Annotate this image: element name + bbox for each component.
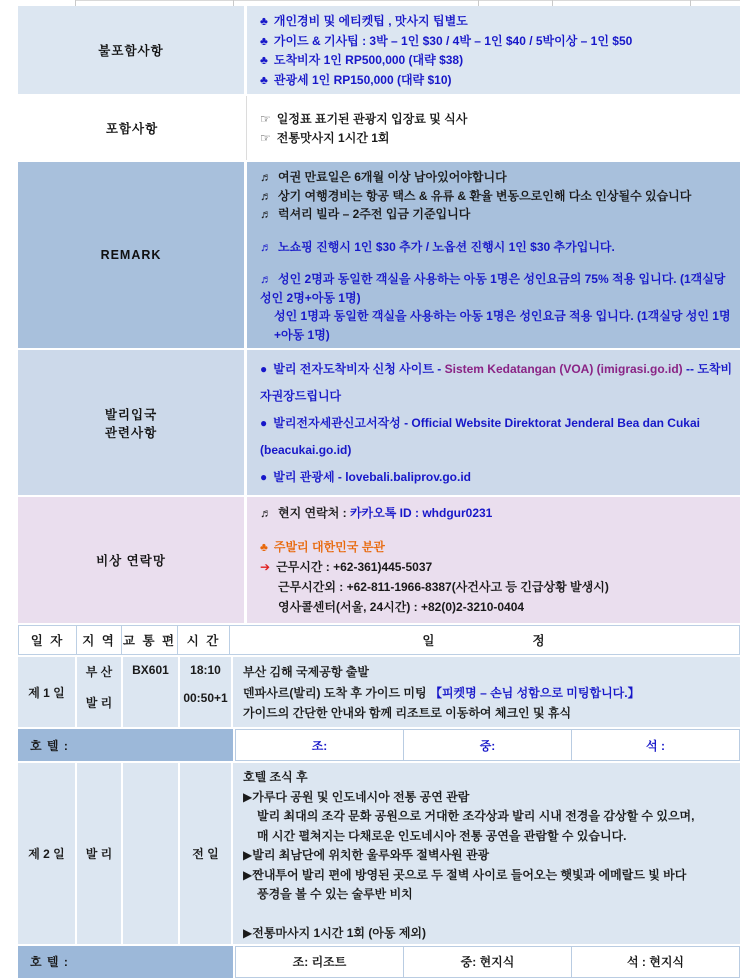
schedule-line: 풍경을 볼 수 있는 술루반 비치 xyxy=(257,887,413,901)
music-note-icon: ♬ xyxy=(260,188,272,203)
grid-tick xyxy=(75,0,76,6)
schedule-line xyxy=(243,683,640,704)
list-item-text: 발리전자세관신고서작성 - Official Website Direktorat Jenderal Bea dan Cukai (beacukai.go.id) xyxy=(260,416,700,457)
list-item xyxy=(260,129,734,149)
list-item-text: 일정표 표기된 관광지 입장료 및 식사 xyxy=(276,111,468,126)
remark-label-text: REMARK xyxy=(100,248,162,262)
list-item xyxy=(260,168,734,187)
day1-region-cell xyxy=(77,657,121,727)
grid-tick xyxy=(690,0,691,6)
header-transport: 교 통 편 xyxy=(121,625,178,655)
hotel-label-text: 호 텔 : xyxy=(30,955,69,969)
schedule-line: ▶발리 최남단에 위치한 울루와뚜 절벽사원 관광 xyxy=(243,848,490,862)
after-hours-line xyxy=(260,577,734,597)
lunch-text: 중: 현지식 xyxy=(460,955,515,969)
day1-time-cell xyxy=(180,657,231,727)
schedule-line xyxy=(243,662,369,683)
music-note-icon: ♬ xyxy=(260,239,272,254)
picket-notice: 【피켓명 – 손님 성함으로 미팅합니다.】 xyxy=(429,685,640,700)
dinner-text: 석 : xyxy=(646,738,665,753)
list-item xyxy=(260,71,734,91)
day1-transport-cell xyxy=(123,657,178,727)
schedule-text: 부산 김해 국제공항 출발 xyxy=(243,665,369,679)
list-item-text: 성인 2명과 동일한 객실을 사용하는 아동 1명은 성인요금의 75% 적용 입니다. (1객실당 성인 2명+아동 1명) xyxy=(260,272,726,305)
day2-region-cell xyxy=(77,763,121,944)
header-schedule-right: 정 xyxy=(532,634,547,648)
list-item-text: 발리 관광세 - lovebali.baliprov.go.id xyxy=(273,470,472,484)
list-item-text: 개인경비 및 에티켓팁 , 맛사지 팁별도 xyxy=(273,14,468,28)
list-item xyxy=(260,12,734,32)
itinerary-header-row xyxy=(18,625,740,655)
list-item xyxy=(260,356,734,410)
day1-departure-time: 18:10 xyxy=(190,663,221,677)
list-item xyxy=(260,51,734,71)
call-center-text: 영사콜센터(서울, 24시간) : +82(0)2-3210-0404 xyxy=(278,600,525,614)
included-label-text: 포함사항 xyxy=(105,122,159,136)
day1-date-cell xyxy=(18,657,75,727)
hotel-label-cell xyxy=(18,729,233,761)
list-item xyxy=(260,187,734,206)
dinner-cell xyxy=(571,729,740,761)
blank-line xyxy=(260,523,734,537)
pointing-hand-icon: ☞ xyxy=(260,131,271,145)
itinerary-table xyxy=(18,625,740,978)
header-date: 일 자 xyxy=(18,625,77,655)
grid-tick xyxy=(233,0,234,6)
list-item-text: -- 도착비자권장드립니다 xyxy=(260,362,733,403)
hotel-row-day2 xyxy=(18,946,740,978)
day2-transport-cell xyxy=(123,763,178,944)
breakfast-cell xyxy=(235,946,404,978)
day2-date: 제 2 일 xyxy=(28,846,65,861)
day1-row xyxy=(18,657,740,727)
section-remark xyxy=(18,162,740,348)
clover-icon: ♣ xyxy=(260,540,268,554)
music-note-icon: ♬ xyxy=(260,170,272,184)
grid-tick xyxy=(552,0,553,6)
emergency-label xyxy=(18,497,247,623)
day2-time-cell xyxy=(180,763,231,944)
circle-bullet-icon: ● xyxy=(260,416,268,430)
included-content xyxy=(247,96,740,160)
music-note-icon: ♬ xyxy=(260,506,272,520)
list-item-text: 발리 전자도착비자 신청 사이트 - xyxy=(273,362,445,376)
section-emergency-contacts xyxy=(18,497,740,623)
schedule-line xyxy=(243,703,571,724)
schedule-line: 발리 최대의 조각 문화 공원으로 거대한 조각상과 발리 시내 전경을 감상할 수 있으며, xyxy=(257,809,695,823)
work-hours-text: 근무시간 : +62-361)445-5037 xyxy=(276,560,433,574)
pointing-hand-icon: ☞ xyxy=(260,111,271,126)
remark-label xyxy=(18,162,247,348)
circle-bullet-icon: ● xyxy=(260,362,268,376)
schedule-line: 호텔 조식 후 xyxy=(243,770,308,784)
list-item xyxy=(260,464,734,491)
schedule-text: 가이드의 간단한 안내와 함께 리조트로 이동하여 체크인 및 휴식 xyxy=(243,706,572,720)
list-item-text: 성인 1명과 동일한 객실을 사용하는 아동 1명은 성인요금 적용 입니다. (1객실당 성인 1명+아동 1명) xyxy=(274,309,731,342)
not-included-label xyxy=(18,6,247,94)
day2-date-cell xyxy=(18,763,75,944)
music-note-icon: ♬ xyxy=(260,207,272,221)
grid-tick xyxy=(478,0,479,6)
not-included-content xyxy=(247,6,740,94)
list-item xyxy=(260,410,734,464)
music-note-icon: ♬ xyxy=(260,272,272,286)
list-item-text: 럭셔리 빌라 – 2주전 입금 기준입니다 xyxy=(278,207,471,221)
arrow-right-icon: ➔ xyxy=(260,560,271,574)
list-item-text: 관광세 1인 RP150,000 (대략 $10) xyxy=(273,72,452,87)
day2-row xyxy=(18,763,740,944)
after-hours-text: 근무시간외 : +62-811-1966-8387(사건사고 등 긴급상황 발생시) xyxy=(278,580,609,594)
day1-region-from: 부 산 xyxy=(85,665,113,679)
club-bullet-icon: ♣ xyxy=(260,53,268,67)
lunch-cell xyxy=(403,729,572,761)
list-item-text: 노쇼핑 진행시 1인 $30 추가 / 노옵션 진행시 1인 $30 추가입니다. xyxy=(278,239,615,254)
bali-entry-content xyxy=(247,350,740,495)
list-item xyxy=(260,270,734,307)
list-item-text: 가이드 & 기사팁 : 3박 – 1인 $30 / 4박 – 1인 $40 / 5박이상 – 1인 $50 xyxy=(273,33,633,48)
work-hours-line xyxy=(260,557,734,577)
bali-entry-label-line2: 관련사항 xyxy=(104,425,158,440)
local-contact-line xyxy=(260,503,734,523)
club-bullet-icon: ♣ xyxy=(260,72,268,87)
blank-line xyxy=(260,256,734,270)
day1-flight-number: BX601 xyxy=(132,663,169,677)
header-schedule-left: 일 xyxy=(422,634,437,648)
lunch-cell xyxy=(403,946,572,978)
call-center-line xyxy=(260,597,734,617)
breakfast-text: 조: 리조트 xyxy=(292,955,347,969)
section-bali-entry xyxy=(18,350,740,495)
club-bullet-icon: ♣ xyxy=(260,14,268,28)
schedule-line: ▶전통마사지 1시간 1회 (아동 제외) xyxy=(243,926,427,940)
consulate-line xyxy=(260,537,734,557)
day1-schedule-cell xyxy=(233,657,740,727)
emergency-content xyxy=(247,497,740,623)
lunch-text: 중: xyxy=(479,738,496,753)
dinner-cell xyxy=(571,946,740,978)
kakao-id: 카카오톡 ID : whdgur0231 xyxy=(349,506,493,520)
remark-content xyxy=(247,162,740,348)
breakfast-text: 조: xyxy=(311,738,328,753)
list-item xyxy=(260,110,734,130)
day2-time: 전 일 xyxy=(192,846,219,861)
bali-entry-label xyxy=(18,350,247,495)
schedule-line: 매 시간 펼쳐지는 다채로운 인도네시아 전통 공연을 관람할 수 있습니다. xyxy=(257,828,627,843)
bali-entry-label-line1: 발리입국 xyxy=(104,407,158,422)
list-item-text: 도착비자 1인 RP500,000 (대략 $38) xyxy=(273,53,464,67)
schedule-line: ▶짠내투어 발리 편에 방영된 곳으로 두 절벽 사이로 들어오는 햇빛과 에메랄드 빛 바다 xyxy=(243,867,687,882)
dinner-text: 석 : 현지식 xyxy=(626,955,685,969)
list-item-text: 여권 만료일은 6개월 이상 남아있어야합니다 xyxy=(278,170,507,184)
contact-label: 현지 연락처 : xyxy=(278,506,350,520)
list-item xyxy=(260,32,734,52)
list-item xyxy=(260,238,734,257)
list-item xyxy=(260,205,734,224)
hotel-row-day1 xyxy=(18,729,740,761)
day1-date: 제 1 일 xyxy=(28,685,65,700)
day2-region: 발 리 xyxy=(85,846,113,861)
consulate-text: 주발리 대한민국 분관 xyxy=(273,540,385,554)
hotel-label-text: 호 텔 : xyxy=(30,738,69,753)
voa-site-name: Sistem Kedatangan (VOA) (imigrasi.go.id) xyxy=(444,362,683,376)
schedule-line: ▶가루다 공원 및 인도네시아 전통 공연 관람 xyxy=(243,789,470,804)
included-label xyxy=(18,96,247,160)
list-item-text: 전통맛사지 1시간 1회 xyxy=(276,131,390,145)
schedule-text: 덴파사르(발리) 도착 후 가이드 미팅 xyxy=(243,685,430,700)
table-remnant xyxy=(18,0,740,6)
header-time: 시 간 xyxy=(177,625,230,655)
day2-schedule-cell xyxy=(233,763,740,944)
emergency-label-text: 비상 연락망 xyxy=(96,554,166,568)
section-not-included xyxy=(18,6,740,94)
club-bullet-icon: ♣ xyxy=(260,33,268,48)
day1-region-to: 발 리 xyxy=(85,696,113,710)
breakfast-cell xyxy=(235,729,404,761)
section-included xyxy=(18,96,740,160)
list-item xyxy=(260,307,734,344)
grid-hairline xyxy=(75,0,740,1)
day1-arrival-time: 00:50+1 xyxy=(183,691,228,705)
list-item-text: 상기 여행경비는 항공 택스 & 유류 & 환율 변동으로인해 다소 인상될수 있습니다 xyxy=(278,188,692,203)
not-included-label-text: 불포함사항 xyxy=(98,44,164,58)
header-region: 지 역 xyxy=(76,625,122,655)
blank-line xyxy=(260,224,734,238)
circle-bullet-icon: ● xyxy=(260,470,268,484)
hotel-label-cell xyxy=(18,946,233,978)
header-schedule xyxy=(229,625,740,655)
